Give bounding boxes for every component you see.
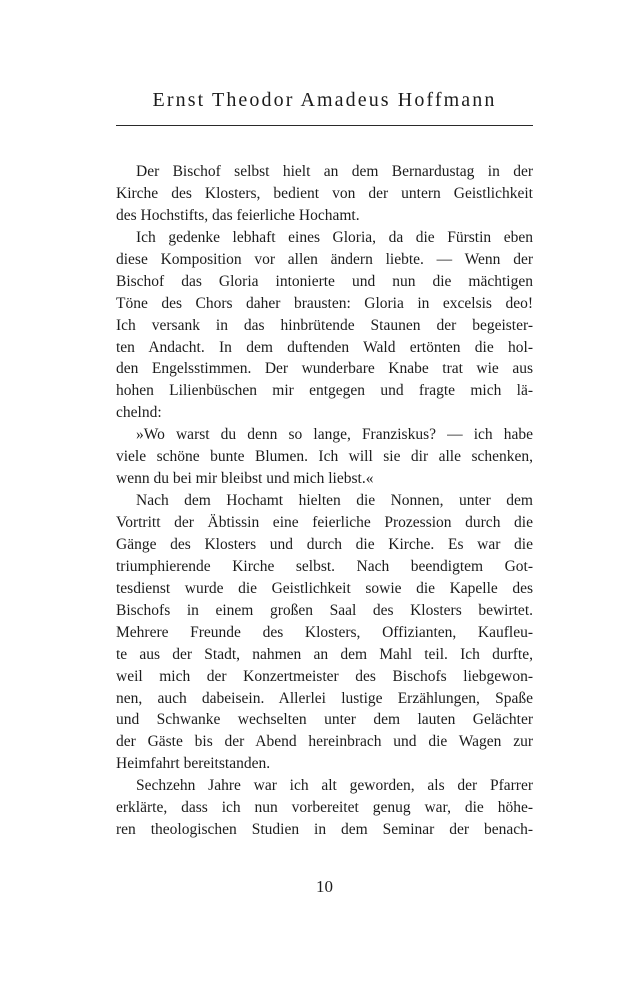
text-line: Ich versank in das hinbrütende Staunen der begeister-	[116, 316, 533, 334]
text-line: »Wo warst du denn so lange, Franziskus? — ich habe	[136, 426, 533, 444]
page-number: 10	[316, 877, 333, 896]
text-line: weil mich der Konzertmeister des Bischofs liebgewon-	[116, 667, 533, 685]
text-line: nen, auch dabeisein. Allerlei lustige Erzählungen, Spaße	[116, 689, 533, 707]
text-line: und Schwanke wechselten unter dem lauten Gelächter	[116, 711, 533, 729]
text-line: des Hochstifts, das feierliche Hochamt.	[116, 206, 360, 224]
text-line: Kirche des Klosters, bedient von der untern Geistlichkeit	[116, 184, 533, 202]
text-line: triumphierende Kirche selbst. Nach beendigtem Got-	[116, 557, 533, 575]
text-line: diese Komposition vor allen ändern liebte. — Wenn der	[116, 250, 533, 268]
text-line: Ich gedenke lebhaft eines Gloria, da die Fürstin eben	[136, 228, 533, 246]
text-line: Bischof das Gloria intonierte und nun die mächtigen	[116, 272, 533, 290]
text-line: Bischofs in einem großen Saal des Klosters bewirtet.	[116, 601, 533, 619]
text-line: Sechzehn Jahre war ich alt geworden, als der Pfarrer	[136, 777, 533, 795]
text-line: ren theologischen Studien in dem Seminar der benach-	[116, 821, 533, 839]
paragraph	[116, 490, 533, 775]
running-title: Ernst Theodor Amadeus Hoffmann	[152, 89, 497, 111]
text-line: Mehrere Freunde des Klosters, Offizianten, Kaufleu-	[116, 623, 533, 641]
paragraph	[116, 424, 533, 490]
text-line: Töne des Chors daher brausten: Gloria in excelsis deo!	[116, 294, 533, 312]
text-line: viele schöne bunte Blumen. Ich will sie dir alle schenken,	[116, 448, 533, 466]
text-line: te aus der Stadt, nahmen an dem Mahl teil. Ich durfte,	[116, 645, 533, 663]
text-line: Nach dem Hochamt hielten die Nonnen, unter dem	[136, 492, 533, 510]
text-line: chelnd:	[116, 404, 162, 422]
text-line: ten Andacht. In dem duftenden Wald ertönten die hol-	[116, 338, 533, 356]
body-text	[116, 161, 533, 841]
paragraph	[116, 161, 533, 227]
header-divider	[116, 125, 533, 126]
text-line: Gänge des Klosters und durch die Kirche. Es war die	[116, 535, 533, 553]
text-line: hohen Lilienbüschen mir entgegen und fragte mich lä-	[116, 382, 533, 400]
paragraph	[116, 227, 533, 424]
paragraph	[116, 775, 533, 841]
text-line: Heimfahrt bereitstanden.	[116, 755, 271, 773]
text-line: Der Bischof selbst hielt an dem Bernardustag in der	[136, 163, 533, 180]
text-line: tesdienst wurde die Geistlichkeit sowie die Kapelle des	[116, 579, 533, 597]
text-line: erklärte, dass ich nun vorbereitet genug war, die höhe-	[116, 799, 533, 817]
text-line: Vortritt der Äbtissin eine feierliche Prozession durch die	[116, 514, 533, 531]
text-line: der Gäste bis der Abend hereinbrach und die Wagen zur	[116, 733, 533, 751]
text-line: wenn du bei mir bleibst und mich liebst.«	[116, 470, 374, 488]
text-line: den Engelsstimmen. Der wunderbare Knabe trat wie aus	[116, 360, 533, 378]
